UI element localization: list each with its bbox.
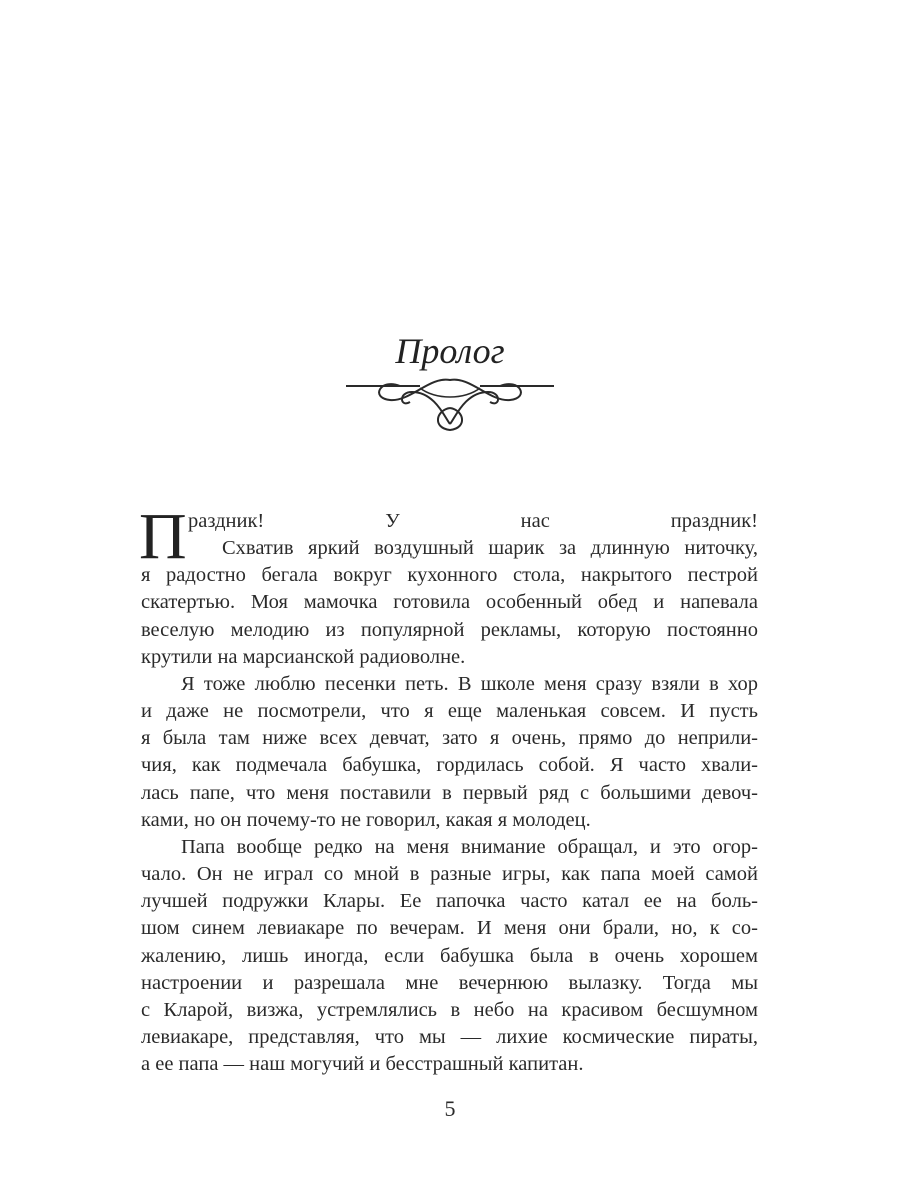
text-line: жалению, лишь иногда, если бабушка была в очень хорошем: [141, 944, 758, 967]
text-line: чало. Он не играл со мной в разные игры, как папа моей самой: [141, 863, 758, 886]
text-line: чия, как подмечала бабушка, гордилась собой. Я часто хвали-: [141, 754, 758, 777]
drop-cap: П: [139, 500, 187, 573]
text-line: настроении и разрешала мне вечернюю вылазку. Тогда мы: [141, 971, 758, 994]
page-number: 5: [444, 1096, 456, 1121]
text-line: лучшей подружки Клары. Ее папочка часто катал ее на боль-: [141, 890, 758, 913]
text-line: Папа вообще редко на меня внимание обращал, и это огор-: [181, 835, 758, 858]
text-line: а ее папа — наш могучий и бесстрашный капитан.: [141, 1053, 584, 1076]
text-line: с Кларой, визжа, устремлялись в небо на красивом бесшумном: [141, 998, 758, 1021]
text-line: Я тоже люблю песенки петь. В школе меня сразу взяли в хор: [181, 672, 758, 695]
ornament-divider: [340, 378, 560, 438]
text-line: скатертью. Моя мамочка готовила особенный обед и напевала: [141, 591, 758, 614]
text-line: шом синем левиакаре по вечерам. И меня они брали, но, к со-: [141, 917, 758, 940]
text-line: ками, но он почему-то не говорил, какая я молодец.: [141, 808, 591, 831]
text-line: левиакаре, представляя, что мы — лихие космические пираты,: [141, 1025, 758, 1048]
text-line: и даже не посмотрели, что я еще маленькая совсем. И пусть: [141, 700, 758, 723]
chapter-title: Пролог: [395, 331, 505, 371]
text-line: я радостно бегала вокруг кухонного стола, накрытого пестрой: [141, 564, 758, 587]
text-line: я была там ниже всех девчат, зато я очень, прямо до неприли-: [141, 727, 758, 750]
text-line: раздник! У нас праздник!: [188, 510, 758, 532]
text-line: Схватив яркий воздушный шарик за длинную ниточку,: [222, 537, 758, 560]
prologue-text: [139, 500, 758, 1078]
text-line: веселую мелодию из популярной рекламы, которую постоянно: [141, 618, 758, 641]
text-line: лась папе, что меня поставили в первый ряд с большими девоч-: [141, 781, 758, 804]
text-line: крутили на марсианской радиоволне.: [141, 645, 466, 668]
